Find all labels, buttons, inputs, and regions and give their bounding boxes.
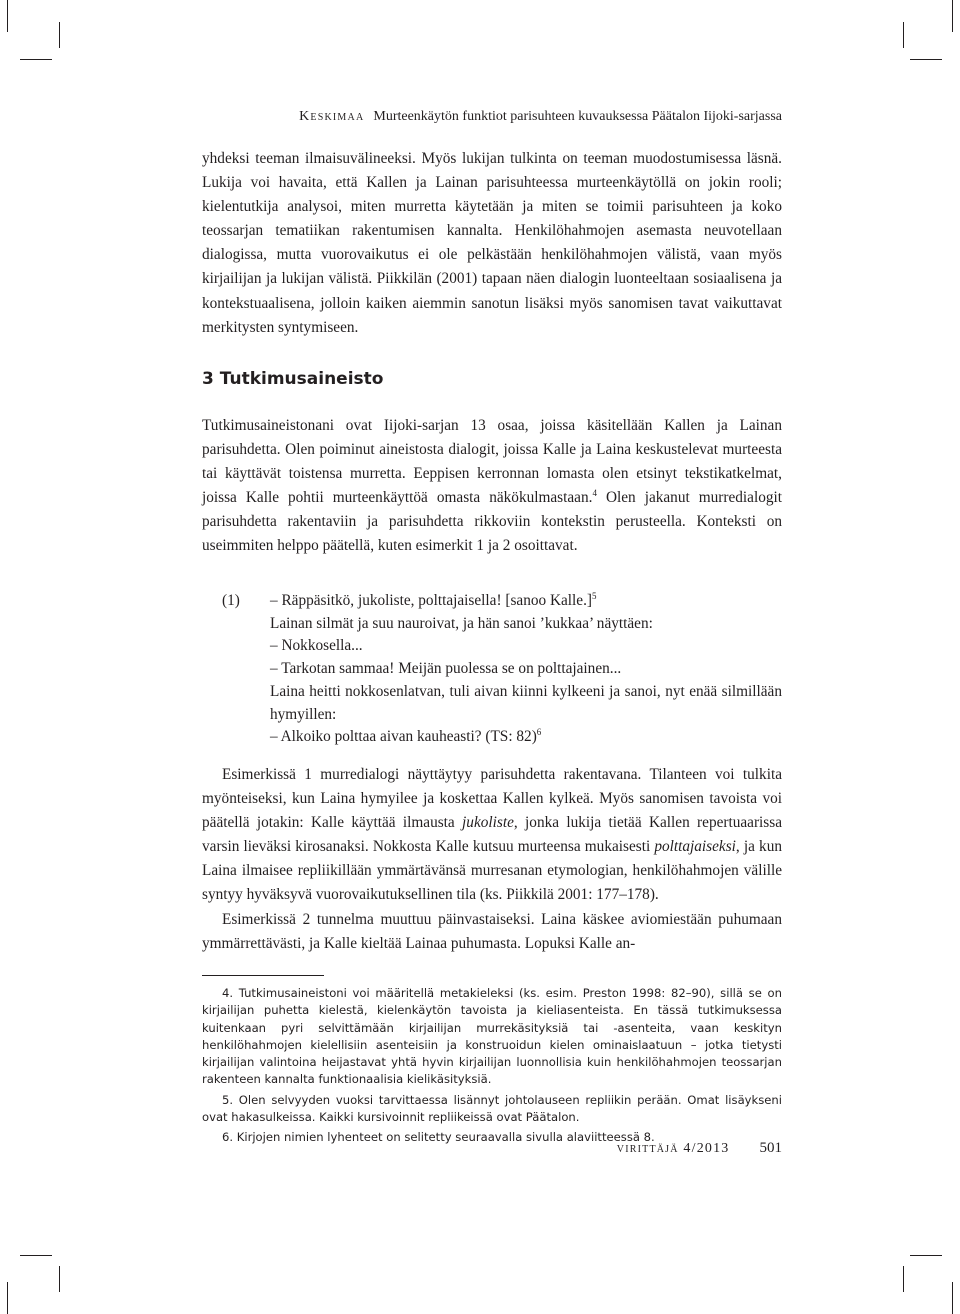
crop-mark <box>952 0 953 32</box>
crop-mark <box>7 0 8 32</box>
crop-mark <box>910 59 942 60</box>
example-line: Laina heitti nokkosenlatvan, tuli aivan kiinni kylkeeni ja sanoi, nyt enää silmillään hymyillen: <box>270 682 782 723</box>
footnote-divider <box>202 975 324 976</box>
example-1 <box>222 590 782 749</box>
footnote-ref-6: 6 <box>536 727 542 738</box>
running-head <box>299 109 782 125</box>
footnote-ref-4: 4 <box>592 488 597 499</box>
discussion-block <box>202 763 782 956</box>
example-line: – Tarkotan sammaa! Meijän puolessa se on polttajainen... <box>270 660 622 678</box>
example-line: – Nokkosella... <box>270 637 363 655</box>
footnotes <box>202 985 782 1147</box>
running-head-author: Keskimaa <box>299 109 365 124</box>
crop-mark <box>7 1282 8 1314</box>
journal-name: virittäjä 4/2013 <box>616 1141 730 1156</box>
section-heading: 3 Tutkimusaineisto <box>202 369 384 389</box>
italic-term: polttajaiseksi <box>654 838 736 856</box>
crop-mark <box>59 22 60 48</box>
crop-mark <box>20 1255 52 1256</box>
example-line: – Alkoiko polttaa aivan kauheasti? (TS: 82)$^6$ <box>270 727 542 746</box>
crop-mark <box>903 1266 904 1292</box>
footnote-4: 4. Tutkimusaineistoni voi määritellä metakieleksi (ks. esim. Preston 1998: 82–90), sillä se on kirjailijan puhetta kielestä, kielenkäytön tavoista ja kieliasenteista. En tässä tutkimuksessa kuitenkaan pyri selvittämään kirjailijan murrekäsityksiä tai -asenteita, vaan keskityn henkilöhahmojen kielellisiin asenteisiin ja konstruoidun kielen ominaislaatuun – jotka tietysti kirjailijan valintoina heijastavat yhtä hyvin kirjailijan luonnollisia kuin henkilöhahmojen teossarjan rakenteen kannalta funktionaalisia kielikäsityksiä. <box>202 986 782 1087</box>
intro-paragraph-block <box>202 147 782 340</box>
footnote-6: 6. Kirjojen nimien lyhenteet on selitetty seuraavalla sivulla alaviitteessä 8. <box>222 1130 655 1145</box>
page-number: 501 <box>759 1140 782 1156</box>
crop-mark <box>952 1282 953 1314</box>
example-number: (1) <box>222 592 240 609</box>
footnote-ref-5: 5 <box>592 590 597 601</box>
crop-mark <box>59 1266 60 1292</box>
section-paragraph-block <box>202 414 782 559</box>
italic-term: jukoliste <box>462 814 514 832</box>
section-paragraph-part1: Tutkimusaineistonani ovat Iijoki-sarjan 13 osaa, joissa käsitellään Kallen ja Lainan parisuhdetta. Olen poiminut aineistosta dialogit, joissa Kalle ja Laina keskustelevat murteesta tai käyttävät toistensa murretta. Eeppisen kerronnan lomasta olen etsinyt tekstikatkelmat, joissa Kalle pohtii murteenkäyttöä omasta näkökulmastaan. <box>202 417 782 507</box>
page-footer <box>617 1140 782 1157</box>
crop-mark <box>910 1255 942 1256</box>
intro-paragraph: yhdeksi teeman ilmaisuvälineeksi. Myös lukijan tulkinta on teeman muodostumisessa läsnä. Lukija voi havaita, että Kallen ja Lainan parisuhteessa murteenkäytöllä on jokin rooli; kielentutkija analysoi, miten murretta käytetään ja miten se toimii parisuhteen ja koko teossarjan tematiikan rakentumisen kannalta. Henkilöhahmojen asemasta neuvotellaan dialogissa, mutta vuorovaikutus ei ole pelkästään henkilöhahmojen välistä, vaan myös kirjailijan ja lukijan välistä. Piikkilän (2001) tapaan näen dialogin luonteeltaan sosiaalisena ja kontekstuaalisena, jolloin kaiken aiemmin sanotun lisäksi myös sanomisen tavat vaikuttavat merkitysten syntymiseen. <box>202 150 782 336</box>
crop-mark <box>20 59 52 60</box>
running-head-title: Murteenkäytön funktiot parisuhteen kuvauksessa Päätalon Iijoki-sarjassa <box>373 109 782 124</box>
footnote-5: 5. Olen selvyyden vuoksi tarvittaessa lisännyt johtolauseen repliikin perään. Omat lisäykseni ovat hakasulkeissa. Kaikki kursivoinnit repliikeissä ovat Päätalon. <box>202 1092 782 1125</box>
paragraph-2: Esimerkissä 1 murredialogi näyttäytyy parisuhdetta rakentavana. Tilanteen voi tulkita myönteiseksi, kun Laina hymyilee ja koskettaa Kallen kylkeä. Myös sanomisen tavoista voi päätellä jotakin: Kalle käyttää ilmausta jukoliste, jonka lukija tietää Kallen repertuaarissa varsin lieväksi kirosanaksi. Nokkosta Kalle kutsuu murteensa mukaisesti polttajaiseksi, ja kun Laina ilmaisee repliikillään ymmärtävänsä murresanan etymologian, henkilöhahmojen välille syntyy hyväksyvä vuorovaikutuksellinen tila (ks. Piikkilä 2001: 177–178). <box>202 766 782 904</box>
crop-mark <box>903 22 904 48</box>
example-line: Lainan silmät ja suu nauroivat, ja hän sanoi ’kukkaa’ näyttäen: <box>270 614 653 632</box>
section-paragraph-part2: Olen jakanut murredialogit parisuhdetta rakentaviin ja parisuhdetta rikkoviin kontekstin perusteella. Konteksti on useimmiten helppo päätellä, kuten esimerkit 1 ja 2 osoittavat. <box>202 489 782 555</box>
example-line: – Räppäsitkö, jukoliste, polttajaisella! [sanoo Kalle.]$^5$ <box>270 590 597 609</box>
paragraph-3: Esimerkissä 2 tunnelma muuttuu päinvastaiseksi. Laina käskee aviomiestään puhumaan ymmärrettävästi, ja Kalle kieltää Lainaa puhumasta. Lopuksi Kalle an- <box>202 910 782 952</box>
section-paragraph <box>202 414 782 559</box>
